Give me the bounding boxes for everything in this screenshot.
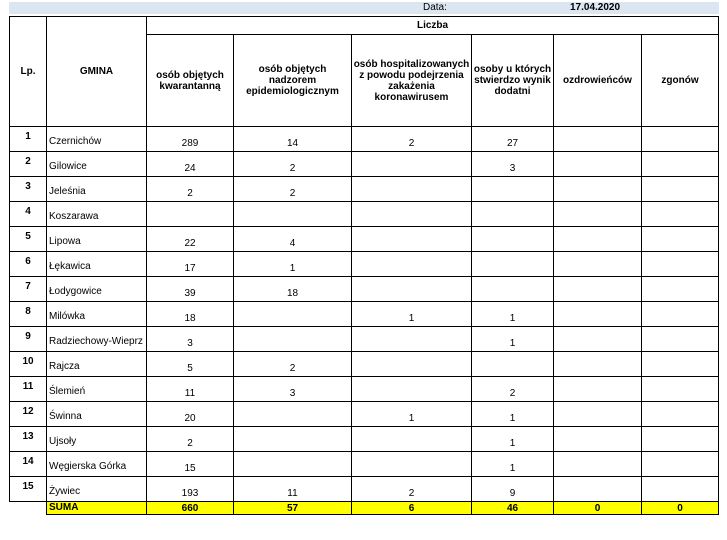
- row-wynik-dodatni: [472, 252, 554, 277]
- row-wynik-dodatni: 2: [472, 377, 554, 402]
- row-gmina: Czernichów: [47, 127, 147, 152]
- table-row: [10, 402, 719, 427]
- row-gmina: Radziechowy-Wieprz: [47, 327, 147, 352]
- header-kwarantanna: osób objętych kwarantanną: [147, 35, 234, 127]
- row-ozdrowiencow: [554, 477, 642, 502]
- row-kwarantanna: 24: [147, 152, 234, 177]
- row-nadzor: [234, 302, 352, 327]
- suma-kwarantanna: 660: [147, 502, 234, 515]
- table-row: [10, 202, 719, 227]
- table-row: [10, 152, 719, 177]
- row-zgonow: [642, 327, 719, 352]
- row-zgonow: [642, 202, 719, 227]
- row-hospitalizowanych: 2: [352, 477, 472, 502]
- row-wynik-dodatni: 3: [472, 152, 554, 177]
- table-row: [10, 227, 719, 252]
- row-gmina: Jeleśnia: [47, 177, 147, 202]
- suma-ozdrowiencow: 0: [554, 502, 642, 515]
- row-zgonow: [642, 302, 719, 327]
- header-lp: Lp.: [10, 17, 47, 127]
- row-kwarantanna: 22: [147, 227, 234, 252]
- row-lp: 13: [10, 427, 47, 452]
- header-group-liczba: Liczba: [147, 17, 719, 35]
- row-kwarantanna: 18: [147, 302, 234, 327]
- table-row: [10, 427, 719, 452]
- row-nadzor: [234, 427, 352, 452]
- row-gmina: Koszarawa: [47, 202, 147, 227]
- row-nadzor: [234, 402, 352, 427]
- suma-zgonow: 0: [642, 502, 719, 515]
- row-hospitalizowanych: [352, 352, 472, 377]
- row-hospitalizowanych: [352, 327, 472, 352]
- row-zgonow: [642, 477, 719, 502]
- row-wynik-dodatni: [472, 277, 554, 302]
- row-zgonow: [642, 277, 719, 302]
- row-zgonow: [642, 427, 719, 452]
- row-gmina: Świnna: [47, 402, 147, 427]
- header-hospitalizowanych: osób hospitalizowanych z powodu podejrzenia zakażenia koronawirusem: [352, 35, 472, 127]
- row-wynik-dodatni: 27: [472, 127, 554, 152]
- row-nadzor: 2: [234, 352, 352, 377]
- row-nadzor: 4: [234, 227, 352, 252]
- row-lp: 6: [10, 252, 47, 277]
- statistics-table: [9, 16, 719, 515]
- table-row: [10, 127, 719, 152]
- row-lp: 2: [10, 152, 47, 177]
- row-gmina: Łodygowice: [47, 277, 147, 302]
- row-kwarantanna: 11: [147, 377, 234, 402]
- row-nadzor: 3: [234, 377, 352, 402]
- table-row: [10, 252, 719, 277]
- row-wynik-dodatni: [472, 227, 554, 252]
- row-wynik-dodatni: [472, 202, 554, 227]
- row-kwarantanna: 2: [147, 427, 234, 452]
- row-lp: 9: [10, 327, 47, 352]
- row-ozdrowiencow: [554, 427, 642, 452]
- row-hospitalizowanych: [352, 227, 472, 252]
- suma-label: SUMA: [47, 502, 147, 515]
- row-wynik-dodatni: 1: [472, 427, 554, 452]
- row-kwarantanna: 5: [147, 352, 234, 377]
- row-nadzor: 2: [234, 177, 352, 202]
- row-hospitalizowanych: [352, 202, 472, 227]
- row-nadzor: [234, 202, 352, 227]
- row-lp: 7: [10, 277, 47, 302]
- row-wynik-dodatni: 1: [472, 327, 554, 352]
- table-row: [10, 177, 719, 202]
- row-ozdrowiencow: [554, 227, 642, 252]
- row-kwarantanna: 20: [147, 402, 234, 427]
- row-ozdrowiencow: [554, 327, 642, 352]
- row-ozdrowiencow: [554, 252, 642, 277]
- header-zgonow: zgonów: [642, 35, 719, 127]
- row-nadzor: 14: [234, 127, 352, 152]
- row-gmina: Gilowice: [47, 152, 147, 177]
- row-ozdrowiencow: [554, 302, 642, 327]
- row-zgonow: [642, 127, 719, 152]
- row-ozdrowiencow: [554, 352, 642, 377]
- row-hospitalizowanych: [352, 177, 472, 202]
- header-wynik-dodatni: osoby u których stwierdzo wynik dodatni: [472, 35, 554, 127]
- row-kwarantanna: 39: [147, 277, 234, 302]
- row-gmina: Milówka: [47, 302, 147, 327]
- row-gmina: Ślemień: [47, 377, 147, 402]
- row-ozdrowiencow: [554, 202, 642, 227]
- row-lp: 5: [10, 227, 47, 252]
- row-zgonow: [642, 352, 719, 377]
- row-kwarantanna: 193: [147, 477, 234, 502]
- table-row: [10, 452, 719, 477]
- table-row: [10, 302, 719, 327]
- row-gmina: Łękawica: [47, 252, 147, 277]
- row-gmina: Rajcza: [47, 352, 147, 377]
- row-gmina: Żywiec: [47, 477, 147, 502]
- row-ozdrowiencow: [554, 177, 642, 202]
- row-ozdrowiencow: [554, 152, 642, 177]
- row-kwarantanna: 17: [147, 252, 234, 277]
- row-lp: 15: [10, 477, 47, 502]
- table-row: [10, 477, 719, 502]
- row-hospitalizowanych: [352, 277, 472, 302]
- row-kwarantanna: [147, 202, 234, 227]
- row-nadzor: 2: [234, 152, 352, 177]
- row-zgonow: [642, 452, 719, 477]
- row-zgonow: [642, 402, 719, 427]
- row-lp: 1: [10, 127, 47, 152]
- row-hospitalizowanych: 2: [352, 127, 472, 152]
- table-row: [10, 377, 719, 402]
- table-row: [10, 327, 719, 352]
- row-kwarantanna: 2: [147, 177, 234, 202]
- row-ozdrowiencow: [554, 127, 642, 152]
- row-lp: 4: [10, 202, 47, 227]
- row-wynik-dodatni: 1: [472, 402, 554, 427]
- row-wynik-dodatni: 1: [472, 452, 554, 477]
- row-nadzor: [234, 452, 352, 477]
- row-hospitalizowanych: [352, 252, 472, 277]
- suma-nadzor: 57: [234, 502, 352, 515]
- header-ozdrowiencow: ozdrowieńców: [554, 35, 642, 127]
- table-body: [10, 127, 719, 515]
- table-row: [10, 352, 719, 377]
- row-ozdrowiencow: [554, 402, 642, 427]
- row-lp: 12: [10, 402, 47, 427]
- row-lp: 3: [10, 177, 47, 202]
- table-row: [10, 277, 719, 302]
- row-kwarantanna: 15: [147, 452, 234, 477]
- row-zgonow: [642, 152, 719, 177]
- header-gmina: GMINA: [47, 17, 147, 127]
- row-nadzor: 11: [234, 477, 352, 502]
- row-ozdrowiencow: [554, 377, 642, 402]
- row-hospitalizowanych: 1: [352, 402, 472, 427]
- row-kwarantanna: 289: [147, 127, 234, 152]
- row-zgonow: [642, 227, 719, 252]
- row-wynik-dodatni: [472, 177, 554, 202]
- date-label: Data:: [423, 2, 447, 13]
- row-gmina: Węgierska Górka: [47, 452, 147, 477]
- row-lp: 8: [10, 302, 47, 327]
- row-zgonow: [642, 177, 719, 202]
- row-ozdrowiencow: [554, 277, 642, 302]
- row-wynik-dodatni: 1: [472, 302, 554, 327]
- header-nadzor: osób objętych nadzorem epidemiologicznym: [234, 35, 352, 127]
- row-gmina: Lipowa: [47, 227, 147, 252]
- row-lp: 11: [10, 377, 47, 402]
- row-zgonow: [642, 377, 719, 402]
- row-ozdrowiencow: [554, 452, 642, 477]
- date-bar: [9, 2, 719, 14]
- row-lp: 14: [10, 452, 47, 477]
- row-wynik-dodatni: 9: [472, 477, 554, 502]
- row-hospitalizowanych: [352, 152, 472, 177]
- suma-row: [10, 502, 719, 515]
- row-nadzor: 1: [234, 252, 352, 277]
- row-lp: 10: [10, 352, 47, 377]
- suma-blank-cell: [10, 502, 47, 515]
- suma-wynik-dodatni: 46: [472, 502, 554, 515]
- row-nadzor: 18: [234, 277, 352, 302]
- row-hospitalizowanych: [352, 377, 472, 402]
- row-nadzor: [234, 327, 352, 352]
- row-hospitalizowanych: [352, 452, 472, 477]
- row-gmina: Ujsoły: [47, 427, 147, 452]
- suma-hospitalizowanych: 6: [352, 502, 472, 515]
- row-hospitalizowanych: [352, 427, 472, 452]
- row-zgonow: [642, 252, 719, 277]
- date-value: 17.04.2020: [570, 2, 621, 13]
- row-wynik-dodatni: [472, 352, 554, 377]
- row-hospitalizowanych: 1: [352, 302, 472, 327]
- row-kwarantanna: 3: [147, 327, 234, 352]
